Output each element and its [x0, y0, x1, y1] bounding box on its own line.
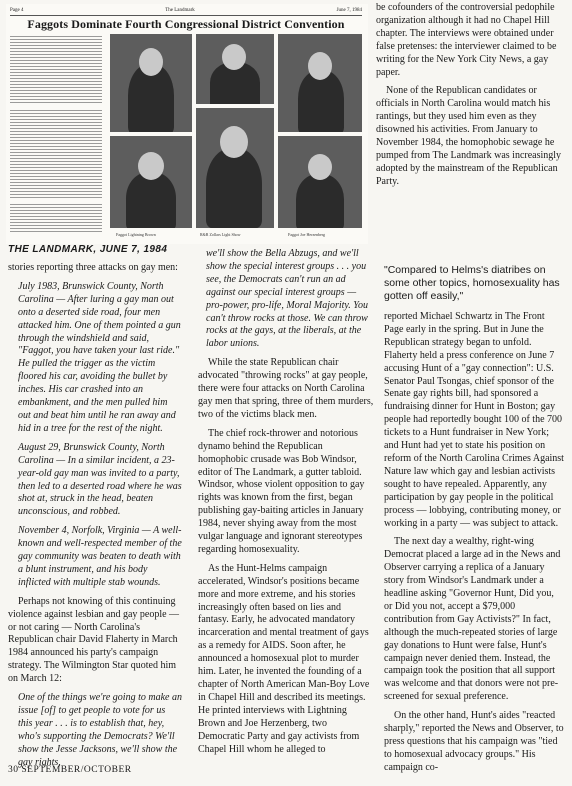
attack-report: July 1983, Brunswick County, North Carolina — After luring a gay man out onto a deserted side road, four men attacked him. One of them pointed a gun through the windshield and said, "Faggot, you have taken your last ride." He pulled the trigger as the victim floored his car, avoiding the bullet by inches. His car crashed into an embankment, and the men pulled him out and beat him until he ran away and hid in a tree for the rest of the night.: [18, 280, 181, 434]
text-column-3-top: [376, 2, 564, 195]
text-column-2: [198, 248, 374, 762]
paragraph: The next day a wealthy, right-wing Democrat placed a large ad in the News and Observer carrying a replica of a January story from Windsor's Landmark under a headline asking "Governor Hunt, Did you, or Did you not, accept a $79,000 contribution from Gay Activists?" In fact, although the much-repeated stories of large gay donations to Hunt were false, Hunt's campaign never denied them. Instead, the campaign took the position that all support was welcome and that donors were not pre-screened for sexual preference.: [384, 536, 561, 703]
clipping-text-block: [10, 202, 102, 232]
clipping-date: June 7, 1984: [336, 8, 362, 13]
clipping-page-number: Page 4: [10, 8, 24, 13]
block-quote: we'll show the Bella Abzugs, and we'll show the special interest groups . . . you see, the Democrats can't run an ad against our special interest groups — pro-power, pro-life, Moral Majority. You can't throw rocks at those. We can throw rocks at the gays, at the liberals, at the labor unions.: [206, 248, 368, 350]
clipping-header: [10, 6, 362, 16]
paragraph: On the other hand, Hunt's aides "reacted sharply," reported the News and Observer, to press questions that his campaign was "tied to homosexual advocacy groups." His campaign co-: [384, 710, 564, 773]
pull-quote: "Compared to Helms's diatribes on some other topics, homosexuality has gotten off easily,": [384, 264, 560, 302]
clipping-photo: [278, 136, 362, 228]
text-column-1: [8, 262, 184, 776]
clipping-photo: [196, 108, 274, 228]
clipping-headline: Faggots Dominate Fourth Congressional District Convention: [27, 17, 345, 31]
text-column-3: [384, 264, 564, 781]
photo-caption: Faggot Joe Herzenberg: [288, 232, 326, 237]
paragraph: The chief rock-thrower and notorious dynamo behind the Republican homophobic crusade was Bob Windsor, editor of The Landmark, a gutter tabloid. Windsor, whose violent opposition to gay rights was known from the first, began publishing gay-baiting articles in January 1984, never shying away from the most vulgar language and ignorant stereotypes regarding homosexuality.: [198, 427, 365, 555]
block-quote: One of the things we're going to make an issue [of] to get people to vote for us this year . . . is to establish that, hey, who's supporting the Democrats? We'll show the Jesse Jacksons, we'll show the gay rights,: [18, 692, 182, 768]
attack-report: November 4, Norfolk, Virginia — A well-known and well-respected member of the gay community was beaten to death with a blunt instrument, and his body inflicted with multiple stab wounds.: [18, 525, 182, 588]
clipping-photo: [110, 34, 192, 132]
clipping-photo: [196, 34, 274, 104]
paragraph: reported Michael Schwartz in The Front Page early in the spring. But in June the Republican strategy began to unfold. Flaherty held a press conference on June 7 accusing Hunt of a "gay connection": U.S. Senator Paul Tsongas, chief sponsor of the Senate gay rights bill, had sponsored a fundraising dinner for Hunt in Boston; gay people had reportedly bought 100 of the 700 tickets to a Hunt fundraiser in New York; and Hunt had yet to state his position on reform of the North Carolina Crimes Against Nature law which gay and lesbian activists sought to have repealed. Apparently, any participation by gay people in the political process — lobbying, contributing money, or working in a party — was subject to attack.: [384, 311, 564, 529]
paragraph: None of the Republican candidates or officials in North Carolina would match his rantings, but they used him even as they disowned his activities. From January to November 1984, the homophobic sewage he pumped from The Landmark was increasingly adopted by the mainstream of the Republican Party.: [376, 85, 562, 187]
clipping-source-line: THE LANDMARK, JUNE 7, 1984: [8, 244, 168, 255]
photo-caption: Faggot Lightning Brown: [116, 232, 156, 237]
clipping-photo: [110, 136, 192, 228]
attack-report: August 29, Brunswick County, North Carolina — In a similar incident, a 23-year-old gay man was invited to a party, then led to a deserted road where he was shot at, struck in the head, beaten unconscious, and robbed.: [18, 441, 182, 518]
paragraph: While the state Republican chair advocated "throwing rocks" at gay people, there were four attacks on North Carolina gay men that spring, three of them murders, two of the victims black men.: [198, 357, 374, 420]
paragraph: stories reporting three attacks on gay men:: [8, 262, 178, 273]
photo-caption: R&R Zollars Light Show: [200, 232, 241, 237]
clipping-photo: [278, 34, 362, 132]
page-footer: 30 SEPTEMBER/OCTOBER: [8, 765, 132, 775]
clipping-text-block: [10, 34, 102, 104]
paragraph: As the Hunt-Helms campaign accelerated, Windsor's positions became more and more extreme, and his stories increasingly often based on lies and fantasy. Early, he advocated mandatory incarceration and mental treatment of gays as a remedy for AIDS. Soon after, he announced a homosexual plot to murder him. Later, he invented the founding of a chapter of North American Man-Boy Love in Chapel Hill and described its meetings. He printed interviews with Lightning Brown and Joe Herzenberg, two Democratic Party and gay activists from Chapel Hill whom he alleged to: [198, 562, 370, 755]
paragraph: Perhaps not knowing of this continuing violence against lesbian and gay people — or not caring — North Carolina's Republican chair David Flaherty in March 1984 announced his party's campaign strategy. The Wilmington Star quoted him on March 12:: [8, 595, 180, 685]
clipping-masthead: The Landmark: [165, 8, 195, 13]
newspaper-clipping: [6, 4, 368, 244]
paragraph: be cofounders of the controversial pedophile organization although it had no Chapel Hill chapter. The interviews were obtained under false pretenses: the interviewer claimed to be writing for the New York City News, a gay paper.: [376, 2, 557, 78]
clipping-text-block: [10, 108, 102, 198]
